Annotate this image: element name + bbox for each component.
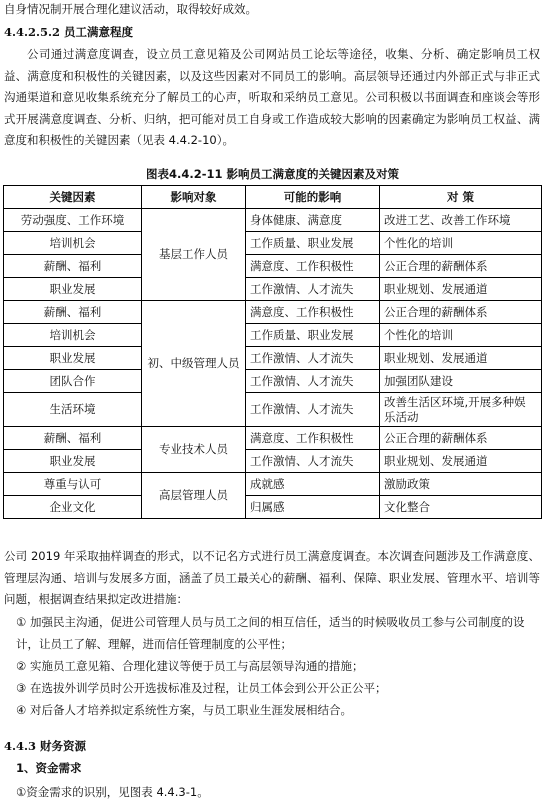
cell-impact: 工作激情、人才流失 — [246, 278, 380, 301]
cell-factor: 企业文化 — [4, 496, 142, 519]
table-row — [4, 473, 542, 496]
cell-impact: 满意度、工作积极性 — [246, 427, 380, 450]
section-heading: 4.4.2.5.2 员工满意程度 — [4, 25, 134, 39]
cell-target: 初、中级管理人员 — [142, 301, 246, 427]
cell-impact: 满意度、工作积极性 — [246, 255, 380, 278]
cell-measure: 职业规划、发展通道 — [380, 450, 542, 473]
table-row — [4, 324, 542, 347]
cell-factor: 职业发展 — [4, 450, 142, 473]
cell-factor: 劳动强度、工作环境 — [4, 209, 142, 232]
table-row — [4, 370, 542, 393]
paragraph-satisfaction-survey: 公司通过满意度调查，设立员工意见箱及公司网站员工论坛等途径，收集、分析、确定影响员工权益、满意度和积极性的关键因素，以及这些因素对不同员工的影响。高层领导还通过内外部正式与非正式沟通渠道和意见收集系统充分了解员工的心声，听取和采纳员工意见。公司积极以书面调查和座谈会等形式开展满意度调查、分析、归纳，把可能对员工自身或工作造成较大影响的因素确定为影响员工权益、满意度和积极性的关键因素（见表 4.4.2-10）。 — [4, 47, 540, 147]
table-row — [4, 232, 542, 255]
paragraph-survey-2019: 公司 2019 年采取抽样调查的形式，以不记名方式进行员工满意度调查。本次调查问题涉及工作满意度、管理层沟通、培训与发展多方面，涵盖了员工最关心的薪酬、福利、保障、职业发展、管理水平、培训等问题，根据调查结果拟定改进措施： — [4, 549, 540, 606]
sub-heading-capital-demand: 1、资金需求 — [16, 761, 82, 775]
measure-item: ④ 对后备人才培养拟定系统性方案，与员工职业生涯发展相结合。 — [16, 703, 352, 717]
cell-target: 专业技术人员 — [142, 427, 246, 473]
cell-measure: 个性化的培训 — [380, 232, 542, 255]
key-factors-table — [3, 185, 542, 519]
table-row — [4, 393, 542, 427]
table-row — [4, 450, 542, 473]
cell-factor: 职业发展 — [4, 347, 142, 370]
cell-impact: 工作质量、职业发展 — [246, 232, 380, 255]
cell-factor: 薪酬、福利 — [4, 301, 142, 324]
cell-measure: 个性化的培训 — [380, 324, 542, 347]
table-row — [4, 255, 542, 278]
table-row — [4, 496, 542, 519]
table-row — [4, 347, 542, 370]
cell-factor: 尊重与认可 — [4, 473, 142, 496]
cell-measure: 改进工艺、改善工作环境 — [380, 209, 542, 232]
intro-line: 自身情况制开展合理化建议活动，取得较好成效。 — [4, 2, 257, 16]
cell-measure: 公正合理的薪酬体系 — [380, 301, 542, 324]
table-row — [4, 209, 542, 232]
cell-impact: 满意度、工作积极性 — [246, 301, 380, 324]
table-header-row — [4, 186, 542, 209]
cell-measure: 公正合理的薪酬体系 — [380, 255, 542, 278]
capital-demand-line: ①资金需求的识别，见图表 4.4.3-1。 — [16, 785, 209, 799]
cell-measure: 职业规划、发展通道 — [380, 347, 542, 370]
cell-target: 基层工作人员 — [142, 209, 246, 301]
cell-impact: 身体健康、满意度 — [246, 209, 380, 232]
cell-measure: 文化整合 — [380, 496, 542, 519]
cell-factor: 培训机会 — [4, 232, 142, 255]
cell-target: 高层管理人员 — [142, 473, 246, 519]
cell-impact: 工作激情、人才流失 — [246, 393, 380, 427]
cell-impact: 归属感 — [246, 496, 380, 519]
cell-factor: 薪酬、福利 — [4, 255, 142, 278]
cell-impact: 成就感 — [246, 473, 380, 496]
measure-item: ② 实施员工意见箱、合理化建议等便于员工与高层领导沟通的措施； — [16, 659, 364, 673]
table-row — [4, 301, 542, 324]
cell-measure: 加强团队建设 — [380, 370, 542, 393]
measure-item: ③ 在选拔外训学员时公开选拔标准及过程，让员工体会到公开公正公平； — [16, 681, 387, 695]
header-possible-impact: 可能的影响 — [246, 186, 380, 209]
cell-impact: 工作激情、人才流失 — [246, 450, 380, 473]
table-row — [4, 427, 542, 450]
section-heading-finance: 4.4.3 财务资源 — [4, 739, 87, 753]
header-countermeasure: 对 策 — [380, 186, 542, 209]
cell-factor: 职业发展 — [4, 278, 142, 301]
cell-measure: 改善生活区环境,开展多种娱乐活动 — [380, 393, 542, 427]
header-affected-target: 影响对象 — [142, 186, 246, 209]
cell-factor: 薪酬、福利 — [4, 427, 142, 450]
header-key-factor: 关键因素 — [4, 186, 142, 209]
table-caption: 图表4.4.2-11 影响员工满意度的关键因素及对策 — [145, 167, 400, 181]
cell-factor: 团队合作 — [4, 370, 142, 393]
cell-measure: 公正合理的薪酬体系 — [380, 427, 542, 450]
cell-impact: 工作激情、人才流失 — [246, 347, 380, 370]
measure-item: ① 加强民主沟通，促进公司管理人员与员工之间的相互信任，适当的时候吸收员工参与公司制度的设计，让员工了解、理解，进而信任管理制度的公平性； — [16, 615, 525, 651]
cell-impact: 工作质量、职业发展 — [246, 324, 380, 347]
table-row — [4, 278, 542, 301]
cell-factor: 培训机会 — [4, 324, 142, 347]
cell-factor: 生活环境 — [4, 393, 142, 427]
cell-measure: 激励政策 — [380, 473, 542, 496]
cell-impact: 工作激情、人才流失 — [246, 370, 380, 393]
cell-measure: 职业规划、发展通道 — [380, 278, 542, 301]
